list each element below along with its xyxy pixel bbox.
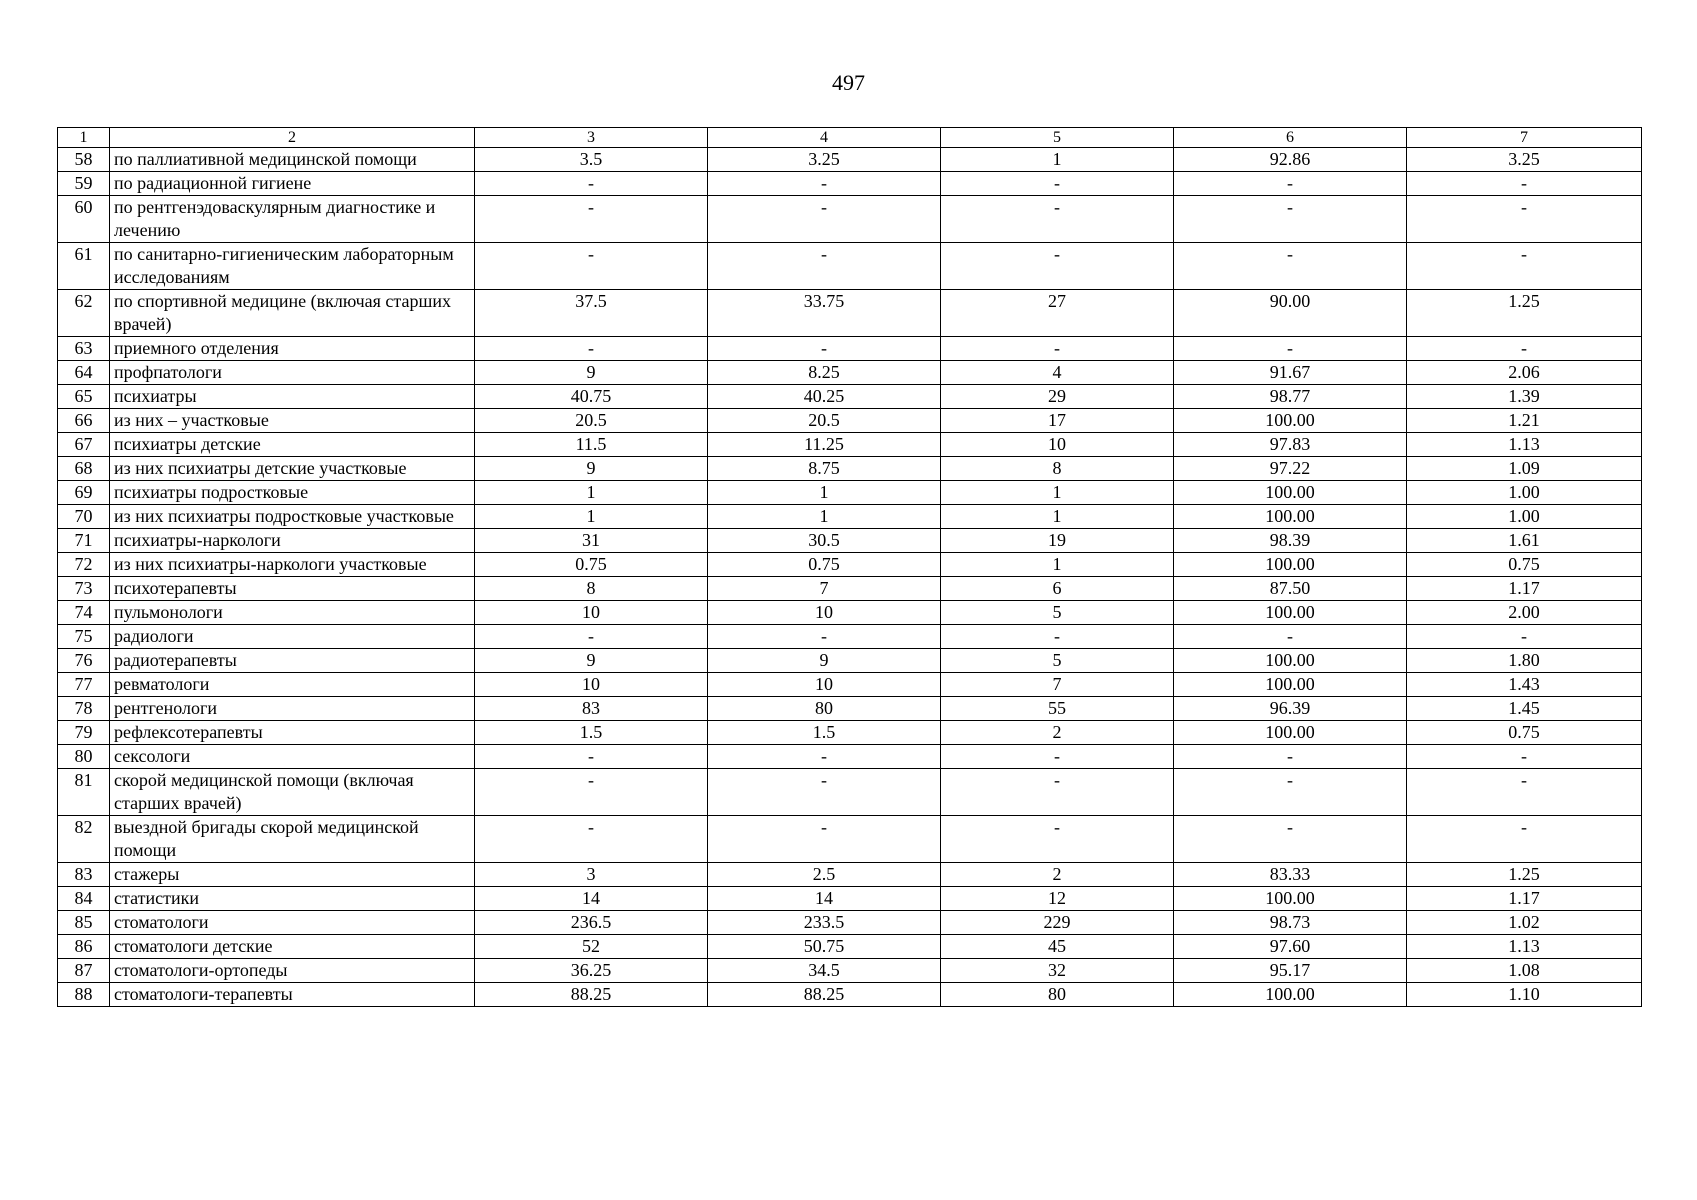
row-name-cell: стажеры	[110, 863, 475, 887]
value-cell-7: 1.45	[1407, 697, 1642, 721]
value-cell-3: 88.25	[475, 983, 708, 1007]
row-name-cell: по рентгенэдоваскулярным диагностике и лечению	[110, 196, 475, 243]
value-cell-7: -	[1407, 172, 1642, 196]
value-cell-7: 1.10	[1407, 983, 1642, 1007]
value-cell-5: 229	[941, 911, 1174, 935]
value-cell-5: -	[941, 745, 1174, 769]
value-cell-6: 98.73	[1174, 911, 1407, 935]
table-row	[58, 673, 1642, 697]
value-cell-7: 1.17	[1407, 887, 1642, 911]
value-cell-4: 20.5	[708, 409, 941, 433]
value-cell-7: 1.02	[1407, 911, 1642, 935]
row-number-cell: 64	[58, 361, 110, 385]
value-cell-5: 80	[941, 983, 1174, 1007]
value-cell-5: 1	[941, 505, 1174, 529]
value-cell-6: 98.77	[1174, 385, 1407, 409]
table-row	[58, 172, 1642, 196]
value-cell-4: -	[708, 337, 941, 361]
row-number-cell: 84	[58, 887, 110, 911]
value-cell-6: 100.00	[1174, 409, 1407, 433]
table-row	[58, 959, 1642, 983]
value-cell-5: 45	[941, 935, 1174, 959]
row-name-cell: пульмонологи	[110, 601, 475, 625]
value-cell-5: 32	[941, 959, 1174, 983]
row-number-cell: 74	[58, 601, 110, 625]
value-cell-3: -	[475, 625, 708, 649]
value-cell-6: 97.83	[1174, 433, 1407, 457]
table-row	[58, 911, 1642, 935]
value-cell-5: 12	[941, 887, 1174, 911]
value-cell-7: -	[1407, 337, 1642, 361]
table-row	[58, 196, 1642, 243]
value-cell-5: 5	[941, 601, 1174, 625]
value-cell-5: 2	[941, 721, 1174, 745]
value-cell-5: 1	[941, 553, 1174, 577]
value-cell-3: 1	[475, 505, 708, 529]
value-cell-5: 10	[941, 433, 1174, 457]
value-cell-5: -	[941, 816, 1174, 863]
table-row	[58, 601, 1642, 625]
value-cell-6: 83.33	[1174, 863, 1407, 887]
value-cell-4: 10	[708, 601, 941, 625]
value-cell-3: -	[475, 196, 708, 243]
column-header-5: 5	[941, 128, 1174, 148]
value-cell-3: 0.75	[475, 553, 708, 577]
value-cell-6: -	[1174, 769, 1407, 816]
table-row	[58, 816, 1642, 863]
column-number-row	[58, 128, 1642, 148]
value-cell-6: 92.86	[1174, 148, 1407, 172]
value-cell-3: 14	[475, 887, 708, 911]
row-name-cell: ревматологи	[110, 673, 475, 697]
column-header-4: 4	[708, 128, 941, 148]
row-number-cell: 75	[58, 625, 110, 649]
value-cell-7: -	[1407, 769, 1642, 816]
value-cell-3: 37.5	[475, 290, 708, 337]
value-cell-6: 87.50	[1174, 577, 1407, 601]
table-row	[58, 243, 1642, 290]
row-number-cell: 83	[58, 863, 110, 887]
row-number-cell: 86	[58, 935, 110, 959]
table-row	[58, 529, 1642, 553]
value-cell-6: 90.00	[1174, 290, 1407, 337]
value-cell-4: 7	[708, 577, 941, 601]
table-body	[58, 128, 1642, 1007]
value-cell-3: -	[475, 337, 708, 361]
row-name-cell: психиатры-наркологи	[110, 529, 475, 553]
value-cell-3: 40.75	[475, 385, 708, 409]
table-row	[58, 863, 1642, 887]
row-name-cell: по санитарно-гигиеническим лабораторным исследованиям	[110, 243, 475, 290]
table-row	[58, 457, 1642, 481]
value-cell-6: 100.00	[1174, 887, 1407, 911]
value-cell-7: -	[1407, 196, 1642, 243]
row-name-cell: стоматологи-ортопеды	[110, 959, 475, 983]
row-name-cell: стоматологи	[110, 911, 475, 935]
table-row	[58, 745, 1642, 769]
value-cell-5: 27	[941, 290, 1174, 337]
row-name-cell: стоматологи детские	[110, 935, 475, 959]
value-cell-7: -	[1407, 243, 1642, 290]
row-name-cell: по паллиативной медицинской помощи	[110, 148, 475, 172]
value-cell-6: -	[1174, 625, 1407, 649]
value-cell-4: 3.25	[708, 148, 941, 172]
value-cell-7: -	[1407, 745, 1642, 769]
value-cell-4: 40.25	[708, 385, 941, 409]
row-name-cell: из них психиатры подростковые участковые	[110, 505, 475, 529]
value-cell-5: 19	[941, 529, 1174, 553]
value-cell-4: 80	[708, 697, 941, 721]
column-header-3: 3	[475, 128, 708, 148]
value-cell-5: 5	[941, 649, 1174, 673]
table-row	[58, 983, 1642, 1007]
value-cell-5: -	[941, 243, 1174, 290]
value-cell-5: -	[941, 769, 1174, 816]
value-cell-5: 29	[941, 385, 1174, 409]
value-cell-3: 9	[475, 457, 708, 481]
row-name-cell: сексологи	[110, 745, 475, 769]
value-cell-6: 100.00	[1174, 505, 1407, 529]
value-cell-6: 96.39	[1174, 697, 1407, 721]
value-cell-5: 2	[941, 863, 1174, 887]
value-cell-3: 52	[475, 935, 708, 959]
value-cell-7: 3.25	[1407, 148, 1642, 172]
row-number-cell: 68	[58, 457, 110, 481]
value-cell-4: -	[708, 625, 941, 649]
row-number-cell: 69	[58, 481, 110, 505]
value-cell-7: -	[1407, 816, 1642, 863]
row-name-cell: выездной бригады скорой медицинской помощи	[110, 816, 475, 863]
value-cell-3: 9	[475, 361, 708, 385]
value-cell-3: -	[475, 172, 708, 196]
value-cell-5: 4	[941, 361, 1174, 385]
value-cell-3: 236.5	[475, 911, 708, 935]
value-cell-4: 33.75	[708, 290, 941, 337]
value-cell-6: -	[1174, 745, 1407, 769]
table-row	[58, 577, 1642, 601]
value-cell-6: 97.22	[1174, 457, 1407, 481]
row-number-cell: 61	[58, 243, 110, 290]
row-name-cell: радиологи	[110, 625, 475, 649]
page-number: 497	[832, 70, 865, 95]
table-row	[58, 505, 1642, 529]
table-row	[58, 625, 1642, 649]
value-cell-3: -	[475, 816, 708, 863]
value-cell-6: 100.00	[1174, 721, 1407, 745]
row-number-cell: 87	[58, 959, 110, 983]
row-number-cell: 81	[58, 769, 110, 816]
row-number-cell: 72	[58, 553, 110, 577]
value-cell-7: 1.09	[1407, 457, 1642, 481]
value-cell-7: 1.08	[1407, 959, 1642, 983]
value-cell-4: 1	[708, 505, 941, 529]
value-cell-3: 1.5	[475, 721, 708, 745]
row-name-cell: рефлексотерапевты	[110, 721, 475, 745]
row-number-cell: 77	[58, 673, 110, 697]
column-header-2: 2	[110, 128, 475, 148]
value-cell-5: 6	[941, 577, 1174, 601]
row-number-cell: 65	[58, 385, 110, 409]
value-cell-5: 1	[941, 148, 1174, 172]
row-name-cell: радиотерапевты	[110, 649, 475, 673]
value-cell-5: 1	[941, 481, 1174, 505]
row-number-cell: 59	[58, 172, 110, 196]
row-number-cell: 73	[58, 577, 110, 601]
value-cell-5: 8	[941, 457, 1174, 481]
table-row	[58, 361, 1642, 385]
value-cell-7: 1.25	[1407, 290, 1642, 337]
value-cell-5: -	[941, 172, 1174, 196]
table-row	[58, 481, 1642, 505]
row-name-cell: психиатры подростковые	[110, 481, 475, 505]
value-cell-4: 8.75	[708, 457, 941, 481]
row-number-cell: 58	[58, 148, 110, 172]
value-cell-4: -	[708, 172, 941, 196]
value-cell-7: 1.00	[1407, 505, 1642, 529]
row-name-cell: статистики	[110, 887, 475, 911]
row-name-cell: рентгенологи	[110, 697, 475, 721]
table-row	[58, 290, 1642, 337]
value-cell-4: 11.25	[708, 433, 941, 457]
value-cell-7: 1.25	[1407, 863, 1642, 887]
row-number-cell: 60	[58, 196, 110, 243]
value-cell-3: 36.25	[475, 959, 708, 983]
value-cell-3: 20.5	[475, 409, 708, 433]
value-cell-7: 1.00	[1407, 481, 1642, 505]
value-cell-7: 1.61	[1407, 529, 1642, 553]
row-name-cell: из них – участковые	[110, 409, 475, 433]
value-cell-3: 9	[475, 649, 708, 673]
table-row	[58, 553, 1642, 577]
value-cell-3: 8	[475, 577, 708, 601]
value-cell-4: 233.5	[708, 911, 941, 935]
row-number-cell: 71	[58, 529, 110, 553]
value-cell-6: -	[1174, 243, 1407, 290]
value-cell-4: -	[708, 196, 941, 243]
column-header-6: 6	[1174, 128, 1407, 148]
row-number-cell: 76	[58, 649, 110, 673]
value-cell-6: 95.17	[1174, 959, 1407, 983]
value-cell-3: 3	[475, 863, 708, 887]
value-cell-4: 30.5	[708, 529, 941, 553]
row-number-cell: 82	[58, 816, 110, 863]
value-cell-7: 2.00	[1407, 601, 1642, 625]
value-cell-7: 1.43	[1407, 673, 1642, 697]
row-number-cell: 66	[58, 409, 110, 433]
value-cell-5: -	[941, 196, 1174, 243]
value-cell-5: 55	[941, 697, 1174, 721]
row-name-cell: психиатры	[110, 385, 475, 409]
table-row	[58, 649, 1642, 673]
value-cell-4: 10	[708, 673, 941, 697]
value-cell-3: 11.5	[475, 433, 708, 457]
value-cell-7: 1.17	[1407, 577, 1642, 601]
value-cell-3: 10	[475, 601, 708, 625]
column-header-7: 7	[1407, 128, 1642, 148]
value-cell-7: 2.06	[1407, 361, 1642, 385]
value-cell-4: 1.5	[708, 721, 941, 745]
value-cell-3: 31	[475, 529, 708, 553]
value-cell-7: -	[1407, 625, 1642, 649]
value-cell-6: -	[1174, 816, 1407, 863]
row-name-cell: скорой медицинской помощи (включая старших врачей)	[110, 769, 475, 816]
value-cell-4: -	[708, 243, 941, 290]
value-cell-5: 17	[941, 409, 1174, 433]
table-row	[58, 337, 1642, 361]
value-cell-4: 2.5	[708, 863, 941, 887]
value-cell-3: -	[475, 243, 708, 290]
value-cell-7: 0.75	[1407, 553, 1642, 577]
value-cell-5: -	[941, 625, 1174, 649]
value-cell-5: -	[941, 337, 1174, 361]
value-cell-6: 100.00	[1174, 673, 1407, 697]
row-name-cell: приемного отделения	[110, 337, 475, 361]
value-cell-6: -	[1174, 337, 1407, 361]
value-cell-6: 100.00	[1174, 983, 1407, 1007]
value-cell-3: -	[475, 745, 708, 769]
row-number-cell: 70	[58, 505, 110, 529]
column-header-1: 1	[58, 128, 110, 148]
value-cell-7: 1.39	[1407, 385, 1642, 409]
value-cell-3: 10	[475, 673, 708, 697]
value-cell-4: -	[708, 769, 941, 816]
value-cell-4: 50.75	[708, 935, 941, 959]
row-number-cell: 62	[58, 290, 110, 337]
row-number-cell: 78	[58, 697, 110, 721]
row-number-cell: 80	[58, 745, 110, 769]
row-name-cell: профпатологи	[110, 361, 475, 385]
value-cell-3: -	[475, 769, 708, 816]
table-row	[58, 409, 1642, 433]
value-cell-6: 100.00	[1174, 601, 1407, 625]
table-row	[58, 433, 1642, 457]
value-cell-6: 98.39	[1174, 529, 1407, 553]
value-cell-6: 91.67	[1174, 361, 1407, 385]
table-row	[58, 935, 1642, 959]
value-cell-4: -	[708, 816, 941, 863]
value-cell-4: 14	[708, 887, 941, 911]
table-row	[58, 721, 1642, 745]
row-name-cell: стоматологи-терапевты	[110, 983, 475, 1007]
value-cell-7: 0.75	[1407, 721, 1642, 745]
staffing-table	[57, 127, 1642, 1007]
value-cell-6: 97.60	[1174, 935, 1407, 959]
value-cell-6: -	[1174, 172, 1407, 196]
value-cell-7: 1.80	[1407, 649, 1642, 673]
table-row	[58, 385, 1642, 409]
table-row	[58, 887, 1642, 911]
value-cell-4: -	[708, 745, 941, 769]
value-cell-6: 100.00	[1174, 481, 1407, 505]
row-number-cell: 63	[58, 337, 110, 361]
value-cell-3: 3.5	[475, 148, 708, 172]
value-cell-6: 100.00	[1174, 649, 1407, 673]
row-name-cell: по радиационной гигиене	[110, 172, 475, 196]
row-number-cell: 88	[58, 983, 110, 1007]
value-cell-3: 1	[475, 481, 708, 505]
table-row	[58, 148, 1642, 172]
row-name-cell: по спортивной медицине (включая старших врачей)	[110, 290, 475, 337]
value-cell-6: -	[1174, 196, 1407, 243]
value-cell-6: 100.00	[1174, 553, 1407, 577]
value-cell-7: 1.13	[1407, 935, 1642, 959]
value-cell-4: 34.5	[708, 959, 941, 983]
value-cell-5: 7	[941, 673, 1174, 697]
table-row	[58, 697, 1642, 721]
row-name-cell: психотерапевты	[110, 577, 475, 601]
value-cell-3: 83	[475, 697, 708, 721]
value-cell-4: 88.25	[708, 983, 941, 1007]
row-number-cell: 79	[58, 721, 110, 745]
row-name-cell: из них психиатры детские участковые	[110, 457, 475, 481]
value-cell-4: 0.75	[708, 553, 941, 577]
row-name-cell: из них психиатры-наркологи участковые	[110, 553, 475, 577]
value-cell-7: 1.21	[1407, 409, 1642, 433]
row-number-cell: 67	[58, 433, 110, 457]
value-cell-4: 1	[708, 481, 941, 505]
row-name-cell: психиатры детские	[110, 433, 475, 457]
row-number-cell: 85	[58, 911, 110, 935]
value-cell-7: 1.13	[1407, 433, 1642, 457]
value-cell-4: 9	[708, 649, 941, 673]
table-row	[58, 769, 1642, 816]
value-cell-4: 8.25	[708, 361, 941, 385]
